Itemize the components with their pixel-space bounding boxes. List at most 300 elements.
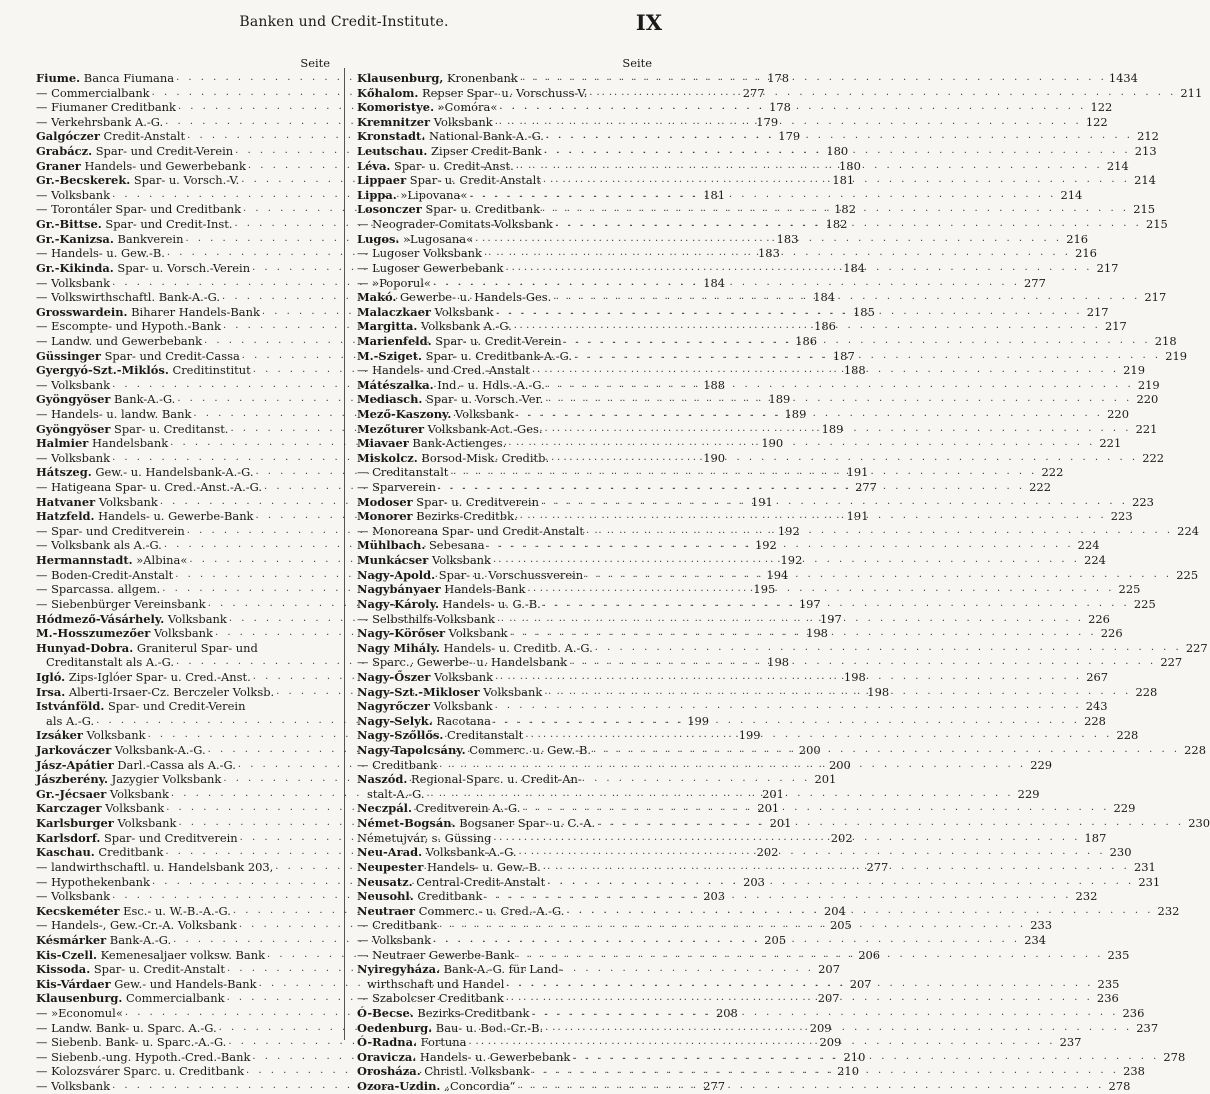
entry-page: 231: [1133, 859, 1156, 874]
entry-place: Graner: [36, 158, 81, 173]
entry-institute: — Fiumaner Creditbank: [36, 100, 176, 115]
entry-institute: »Albina«: [132, 553, 188, 568]
entry-page: 200: [828, 757, 851, 772]
entry-place: Gyergyó-Szt.-Miklós.: [36, 363, 169, 378]
dot-leader: [544, 422, 1131, 437]
dot-leader: [586, 524, 1173, 539]
entry-page: 209: [809, 1020, 832, 1035]
entry-page: 204: [824, 903, 846, 918]
entry-institute: Ind.- u. Hdls.-A.-G.: [433, 377, 545, 392]
entry-place: Gyöngyöser: [36, 421, 111, 436]
dot-leader: [495, 670, 1082, 685]
dot-leader: [493, 714, 1080, 729]
entry-institute: Volksbank: [95, 494, 158, 509]
entry-text: [357, 1035, 466, 1050]
entry-institute: — Neograder-Comitats-Volksbank: [357, 217, 553, 232]
dot-leader: [545, 392, 1132, 407]
entry-place: Karlsdorf.: [36, 830, 101, 845]
dot-leader: [469, 188, 1056, 203]
entry-place: Nagy-Selyk.: [357, 713, 433, 728]
entry-page: 178: [769, 100, 791, 115]
entry-page: 228: [1084, 713, 1106, 728]
entry-place: Ozora-Uzdin.: [357, 1079, 441, 1094]
dot-leader: [433, 276, 1020, 291]
entry-page: 205: [764, 932, 787, 947]
entry-institute: Bezirks-Creditbk.: [412, 509, 518, 524]
entry-institute: — Handels-, Gew.-Cr.-A. Volksbank: [36, 918, 237, 933]
entry-text: [36, 290, 220, 305]
entry-place: Miskolcz.: [357, 450, 418, 465]
entry-institute: Sebesana: [425, 538, 485, 553]
entry-text: [36, 509, 254, 524]
entry-place: Gr.-Jécsaer: [36, 786, 107, 801]
entry-page: 189: [768, 392, 791, 407]
entry-text: [36, 1050, 250, 1065]
entry-page: 238: [1123, 1064, 1145, 1079]
entry-institute: Repser Spar- u. Vorschuss-V.: [418, 85, 588, 100]
entry-text: [357, 334, 562, 349]
entry-page: 186: [814, 319, 836, 334]
entry-institute: Central-Credit-Anstalt: [412, 874, 546, 889]
entry-institute: — Volksbank: [36, 377, 111, 392]
entry-institute: Darl.-Cassa als A.-G.: [113, 757, 236, 772]
dot-leader: [499, 100, 1086, 115]
entry-text: [36, 100, 176, 115]
dot-leader: [520, 509, 1107, 524]
dot-leader: [439, 918, 1026, 933]
entry-institute: Creditverein A.-G.: [411, 801, 521, 816]
entry-text: [357, 801, 520, 816]
entry-institute: Spar- u. Credit-Verein: [431, 333, 562, 348]
entry-institute: wirthschaft und Handel: [367, 976, 505, 991]
dot-leader: [495, 699, 1082, 714]
entry-page: 190: [703, 450, 726, 465]
entry-page: 205: [829, 918, 852, 933]
entry-text: [36, 758, 236, 773]
entry-institute: Alberti-Irsaer-Cz. Berczeler Volksb.: [65, 684, 275, 699]
dot-leader: [514, 319, 1101, 334]
entry-text: [36, 553, 187, 568]
entry-text: [357, 831, 491, 846]
entry-page: 184: [813, 290, 836, 305]
entry-text: [36, 582, 160, 597]
entry-text: [357, 904, 564, 919]
entry-text: [357, 845, 517, 860]
entry-text: [36, 305, 260, 320]
entry-institute: Volksbank: [430, 114, 493, 129]
entry-place: M.-Hosszumezőer: [36, 626, 151, 641]
entry-place: Nagy-Szt.-Mikloser: [357, 684, 480, 699]
entry-text: [357, 276, 431, 291]
entry-place: Margitta.: [357, 319, 418, 334]
entry-page: 230: [1109, 845, 1132, 860]
entry-text: [357, 305, 494, 320]
entry-page: 207: [849, 976, 872, 991]
entry-page: 236: [1096, 991, 1119, 1006]
entry-institute: Handels- u. G.-B.: [438, 596, 541, 611]
entry-text: [36, 115, 163, 130]
entry-page: 213: [1134, 144, 1157, 159]
entry-institute: — Volksbank: [36, 889, 111, 904]
entry-page: 201: [757, 801, 780, 816]
entry-page: 277: [866, 859, 889, 874]
entry-page: 277: [742, 85, 765, 100]
entry-institute: Spar- u. Credit-Anst.: [390, 158, 514, 173]
entry-institute: — Sparcassa. allgem.: [36, 582, 161, 597]
entry-institute: Handels- und Gewerbebank: [80, 158, 246, 173]
entry-place: Hermannstadt.: [36, 553, 133, 568]
dot-leader: [516, 948, 1103, 963]
entry-page: 278: [1108, 1079, 1131, 1094]
entry-page: 207: [817, 991, 840, 1006]
entry-text: [36, 860, 273, 875]
entry-text: [357, 538, 485, 553]
entry-text: [357, 918, 437, 933]
dot-leader: [508, 436, 1095, 451]
entry-text: [36, 991, 225, 1006]
entry-institute: — Hatigeana Spar- u. Cred.-Anst.-A.-G.: [36, 480, 262, 495]
entry-place: Kissoda.: [36, 962, 91, 977]
entry-text: [357, 962, 562, 977]
entry-institute: — Selbsthilfs-Volksbank: [357, 611, 495, 626]
entry-place: Nagy-Szőllős.: [357, 728, 444, 743]
entry-page: 229: [1113, 801, 1136, 816]
entry-place: Mező-Kaszony.: [357, 407, 452, 421]
entry-page: 221: [1135, 421, 1158, 436]
entry-institute: Fortuna: [417, 1035, 467, 1050]
entry-text: [357, 495, 539, 510]
entry-page: 225: [1133, 596, 1156, 611]
entry-text: [357, 86, 587, 101]
entry-page: 229: [1017, 786, 1040, 801]
entry-page: 217: [1096, 260, 1119, 275]
entry-page: 223: [1110, 509, 1133, 524]
entry-page: 219: [1165, 348, 1188, 363]
entry-text: [357, 714, 491, 729]
entry-page: 199: [738, 728, 761, 743]
entry-page: 232: [1157, 903, 1180, 918]
entry-institute: Biharer Handels-Bank: [127, 304, 260, 319]
entry-page: 232: [1075, 889, 1098, 904]
entry-institute: Spar- u. Vorsch.-V.: [130, 173, 240, 188]
entry-institute: Spar- u. Vorschussverein: [435, 567, 584, 582]
entry-institute: Handels- u. Gewerbe-Bank: [94, 509, 254, 524]
entry-text: [357, 860, 541, 875]
entry-text: [357, 261, 503, 276]
entry-text: [36, 363, 251, 378]
entry-institute: Gew.- u. Handelsbank-A.-G.: [91, 465, 254, 480]
entry-institute: Christl. Volksbank: [420, 1064, 530, 1079]
entry-text: [36, 407, 191, 422]
entry-text: [36, 436, 168, 451]
entry-place: Hunyad-Dobra.: [36, 640, 134, 655]
entry-institute: Zips-Iglóer Spar- u. Cred.-Anst.: [65, 669, 251, 684]
entry-institute: Spar- und Creditverein: [100, 830, 238, 845]
entry-text: [36, 816, 176, 831]
entry-place: Grosswardein.: [36, 304, 128, 319]
entry-text: [36, 71, 174, 86]
entry-place: Mezőturer: [357, 421, 424, 436]
entry-page: 229: [1030, 757, 1053, 772]
entry-page: 228: [1135, 684, 1158, 699]
page-header: [20, 10, 668, 38]
entry-text: [357, 991, 504, 1006]
entry-institute: — Neutraer Gewerbe-Bank: [357, 947, 515, 962]
entry-place: Mediasch.: [357, 392, 423, 407]
entry-institute: Commercialbank: [122, 991, 225, 1006]
dot-leader: [593, 743, 1180, 758]
entry-page: 188: [843, 363, 866, 378]
entry-text: [36, 334, 202, 349]
entry-text: [36, 845, 163, 860]
entry-place: Jászberény.: [36, 772, 108, 787]
entry-place: Jász-Apátier: [36, 757, 114, 772]
entry-text: [357, 159, 514, 174]
entry-place: Nyiregyháza.: [357, 962, 441, 977]
entry-page: 222: [1029, 480, 1051, 495]
entry-page: 180: [839, 158, 861, 173]
dot-leader: [589, 86, 1176, 101]
entry-institute: — Spar- und Creditverein: [36, 523, 185, 538]
entry-place: Modoser: [357, 494, 413, 509]
dot-leader: [450, 465, 1037, 480]
entry-text: [357, 875, 545, 890]
entry-page: 183: [758, 246, 780, 261]
dot-leader: [506, 977, 1093, 992]
entry-page: 214: [1134, 173, 1156, 188]
dot-leader: [525, 728, 1112, 743]
entry-text: [357, 465, 448, 480]
entry-text: [357, 71, 518, 86]
entry-page: 197: [798, 596, 821, 611]
entry-place: Fiume.: [36, 70, 81, 85]
entry-place: Istvánföld.: [36, 699, 105, 714]
entry-text: [36, 612, 227, 627]
entry-institute: Spar- und Credit-Verein: [104, 699, 246, 714]
entry-text: [36, 451, 110, 466]
dot-leader: [497, 612, 1084, 627]
entry-place: Monorer: [357, 509, 413, 524]
entry-institute: Spar- u. Creditanst.: [110, 421, 229, 436]
entry-text: [357, 217, 553, 232]
entry-place: Malaczkaer: [357, 304, 431, 319]
entry-page: 198: [767, 655, 790, 670]
entry-text: [357, 524, 584, 539]
entry-page: 237: [1136, 1020, 1159, 1035]
entry-place: Nagy-Károly.: [357, 596, 439, 611]
entry-place: Mühlbach.: [357, 538, 426, 553]
entry-page: 220: [1107, 407, 1129, 421]
entry-place: Gr.-Bittse.: [36, 217, 102, 232]
entry-institute: Volksbank A.-G.: [417, 319, 512, 334]
entry-page: 122: [1090, 100, 1113, 115]
dot-leader: [468, 1035, 1055, 1050]
entry-page: 202: [756, 845, 779, 860]
entry-text: [357, 787, 425, 802]
entry-text: [357, 670, 493, 685]
entry-institute: — Lugoser Gewerbebank: [357, 260, 504, 275]
dot-leader: [517, 1079, 1104, 1094]
entry-institute: — Volksbank: [36, 187, 111, 202]
entry-page: 203: [743, 874, 765, 889]
dot-leader: [547, 378, 1134, 393]
entry-place: Hátszeg.: [36, 465, 92, 480]
entry-text: [36, 1021, 217, 1036]
entry-text: [357, 100, 497, 115]
entry-page: 277: [703, 1079, 726, 1094]
entry-text: [357, 188, 467, 203]
entry-institute: National-Bank-A.-G.: [425, 129, 544, 144]
entry-page: 224: [1077, 538, 1100, 553]
entry-institute: — Kolozsvárer Sparc. u. Creditbank: [36, 1064, 245, 1079]
entry-text: [36, 699, 245, 714]
entry-text: [357, 392, 543, 407]
entry-institute: Banca Fiumana: [80, 70, 175, 85]
entry-text: [36, 319, 221, 334]
entry-text: [357, 1006, 529, 1021]
entry-place: Jarkováczer: [36, 743, 112, 758]
entry-institute: Bogsaner Spar- u. C.-A.: [455, 816, 596, 831]
entry-page: 203: [703, 889, 726, 904]
entry-text: [357, 772, 582, 787]
entry-place: M.-Sziget.: [357, 348, 423, 363]
entry-page: 1434: [1108, 70, 1138, 85]
dot-leader: [527, 582, 1114, 597]
entry-page: 202: [830, 830, 853, 845]
entry-institute: Bank-A.-G.: [106, 932, 172, 947]
entry-institute: stalt-A.-G.: [367, 786, 425, 801]
entry-page: 224: [1177, 523, 1200, 538]
entry-institute: Gew.- und Handels-Bank: [110, 976, 257, 991]
entry-page: 207: [818, 962, 840, 977]
entry-page: 233: [1030, 918, 1053, 933]
entry-institute: Creditanstalt als A.-G.: [46, 655, 175, 670]
entry-institute: — Volksbank: [357, 932, 432, 947]
entry-institute: Creditbank: [94, 845, 164, 860]
entry-text: [357, 319, 512, 334]
entry-page: 220: [1136, 392, 1159, 407]
entry-institute: — Siebenb. Bank- u. Sparc.-A.-G.: [36, 1035, 227, 1050]
entry-place: Grabácz.: [36, 144, 93, 159]
entry-place: Klausenburg,: [357, 70, 444, 85]
entry-page: 188: [703, 377, 726, 392]
entry-text: [36, 685, 274, 700]
dot-leader: [542, 202, 1129, 217]
entry-text: [357, 597, 541, 612]
entry-place: Izsáker: [36, 728, 83, 743]
entry-place: Nagy-Apold.: [357, 567, 436, 582]
entry-page: 210: [843, 1049, 866, 1064]
entry-place: Hatvaner: [36, 494, 96, 509]
entry-institute: Bank-A.-G.: [110, 392, 176, 407]
entry-text: [36, 188, 110, 203]
entry-text: [357, 1079, 515, 1094]
entry-page: 198: [843, 669, 866, 684]
entry-text: [36, 962, 225, 977]
entry-text: [357, 144, 542, 159]
entry-text: [357, 977, 504, 992]
entry-institute: Volksbank-A.-G.: [422, 845, 517, 860]
entry-page: 226: [1088, 611, 1110, 626]
entry-institute: Volksbank-A.-G.: [111, 743, 206, 758]
dot-leader: [516, 159, 1103, 174]
entry-page: 191: [846, 465, 869, 480]
dot-leader: [547, 875, 1134, 890]
entry-page: 201: [814, 772, 837, 787]
entry-text: [357, 129, 544, 144]
entry-text: [36, 831, 238, 846]
entry-text: [36, 480, 262, 495]
entry-text: [36, 904, 231, 919]
entry-place: Kis-Várdaer: [36, 976, 111, 991]
entry-place: Lugos.: [357, 231, 400, 246]
entry-page: 222: [1142, 450, 1165, 465]
entry-text: [357, 933, 431, 948]
entry-page: 234: [1024, 932, 1047, 947]
entry-text: [36, 144, 233, 159]
entry-institute: Spar- u. Creditverein: [412, 494, 539, 509]
entry-text: [36, 349, 240, 364]
entry-place: Gr.-Becskerek.: [36, 173, 131, 188]
entry-text: [36, 568, 173, 583]
entry-text: [36, 129, 185, 144]
entry-page: 184: [843, 260, 866, 275]
entry-page: 197: [820, 611, 842, 626]
entry-page: 182: [825, 217, 848, 232]
entry-place: Neutraer: [357, 903, 416, 918]
entry-text: [357, 641, 593, 656]
entry-text: [36, 772, 221, 787]
entry-page: 192: [780, 553, 803, 568]
entry-page: 231: [1138, 874, 1161, 889]
dot-leader: [555, 217, 1142, 232]
entry-page: 222: [1041, 465, 1064, 480]
dot-leader: [439, 758, 1026, 773]
entry-page: 184: [703, 275, 726, 290]
entry-institute: »Lipovana«: [396, 187, 468, 202]
entry-institute: Spar- u. Vorsch.-Verein: [113, 260, 251, 275]
entry-text: [357, 612, 495, 627]
entry-place: Kőhalom.: [357, 85, 419, 100]
entry-text: [357, 407, 514, 422]
entry-text: [357, 1021, 543, 1036]
entry-page: 243: [1085, 699, 1108, 714]
entry-place: Makó.: [357, 290, 397, 305]
entry-institute: Bezirks-Creditbank: [413, 1005, 530, 1020]
entry-institute: — Hypothekenbank: [36, 874, 150, 889]
entry-institute: Volksbank: [101, 801, 165, 816]
entry-page: 201: [762, 786, 784, 801]
entry-institute: Kronenbank: [443, 70, 518, 85]
entry-place: Karlsburger: [36, 816, 114, 831]
dot-leader: [597, 816, 1184, 831]
entry-place: Mátészalka.: [357, 377, 434, 392]
entry-institute: Volksbank: [164, 611, 227, 626]
entry-institute: — Landw. und Gewerbebank: [36, 333, 203, 348]
seite-label: Seite: [300, 56, 330, 70]
entry-text: [36, 1079, 110, 1094]
entry-page: 187: [832, 348, 855, 363]
entry-page: 182: [834, 202, 856, 217]
entry-institute: Spar- u. Vorsch.-Ver.: [422, 392, 544, 407]
entry-text: [36, 465, 253, 480]
entry-place: Galgóczer: [36, 129, 100, 144]
entry-text: [36, 918, 237, 933]
entry-page: 195: [753, 582, 776, 597]
entry-page: 211: [1180, 85, 1203, 100]
entry-page: 181: [832, 173, 855, 188]
entry-text: [36, 159, 246, 174]
